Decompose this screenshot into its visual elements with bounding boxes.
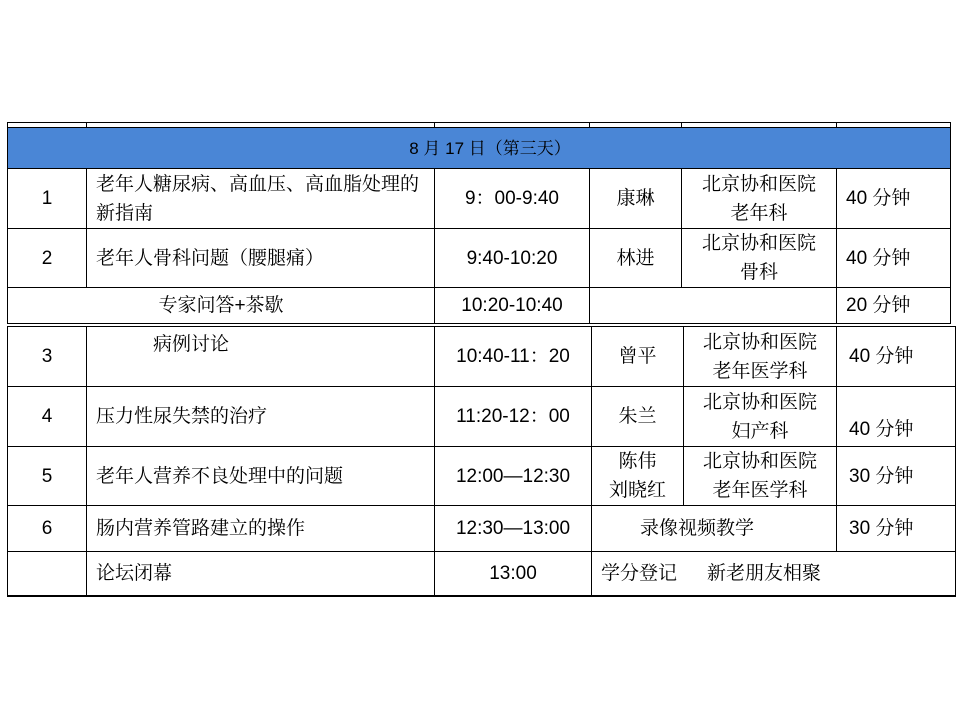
session-speakers [592,447,684,506]
speaker-name: 陈伟 [618,451,657,472]
table-row [8,169,951,229]
session-time: 11:20-12：00 [435,387,592,447]
session-time: 10:40-11：20 [435,327,592,387]
session-speaker: 林进 [590,229,682,288]
affiliation-department: 老年医学科 [712,360,808,382]
affiliation-department: 骨科 [739,262,778,283]
session-topic [87,169,435,229]
session-number: 3 [8,327,87,387]
session-topic: 老年人骨科问题（腰腿痛） [87,229,435,288]
session-duration: 40 分钟 [837,327,956,387]
day-header-title: 8 月 17 日（第三天） [409,138,571,158]
table-row [8,327,956,387]
session-affiliation [684,327,837,387]
session-duration: 40 分钟 [837,169,951,229]
credit-registration-note: 学分登记 [601,562,678,584]
affiliation-department: 老年科 [730,202,788,224]
session-number: 6 [8,506,87,552]
topic-line: 新指南 [96,202,154,224]
session-speaker: 朱兰 [592,387,684,447]
table-row [8,447,956,506]
session-duration: 40 分钟 [837,229,951,288]
table-row [8,506,956,552]
topic-line: 老年人糖尿病、高血压、高血脂处理的 [96,173,420,195]
affiliation-hospital: 北京协和医院 [701,173,816,195]
session-duration: 30 分钟 [837,506,956,552]
day-header-cell [8,128,951,169]
session-topic: 肠内营养管路建立的操作 [87,506,435,552]
session-format: 录像视频教学 [592,506,837,552]
closing-title: 论坛闭幕 [87,552,435,596]
session-affiliation [682,229,837,288]
session-time: 9:40-10:20 [435,229,590,288]
session-topic: 压力性尿失禁的治疗 [87,387,435,447]
session-affiliation [684,387,837,447]
table-row [8,387,956,447]
break-duration: 20 分钟 [837,288,951,324]
break-time: 10:20-10:40 [435,288,590,324]
session-number: 2 [8,229,87,288]
schedule-table-part2 [7,326,956,597]
affiliation-hospital: 北京协和医院 [702,391,817,413]
session-duration: 30 分钟 [837,447,956,506]
closing-notes [592,552,956,596]
affiliation-hospital: 北京协和医院 [702,331,817,353]
table-row [8,229,951,288]
schedule-table-part1 [7,122,951,324]
session-speaker: 曾平 [592,327,684,387]
closing-time: 13:00 [435,552,592,596]
session-affiliation [684,447,837,506]
affiliation-hospital: 北京协和医院 [702,451,817,472]
session-duration: 40 分钟 [837,387,956,447]
affiliation-department: 妇产科 [731,420,789,442]
reunion-note: 新老朋友相聚 [707,562,822,584]
session-number: 1 [8,169,87,229]
day-header-row [8,128,951,169]
session-speaker: 康琳 [590,169,682,229]
break-title: 专家问答+茶歇 [8,288,435,324]
session-affiliation [682,169,837,229]
session-time: 12:00—12:30 [435,447,592,506]
affiliation-hospital: 北京协和医院 [701,233,816,254]
closing-row [8,552,956,596]
session-time: 12:30—13:00 [435,506,592,552]
affiliation-department: 老年医学科 [712,480,808,501]
speaker-name: 刘晓红 [608,480,666,501]
session-time: 9：00-9:40 [435,169,590,229]
closing-empty-cell [8,552,87,596]
session-topic: 病例讨论 [87,327,435,387]
break-empty-cell [590,288,837,324]
session-topic: 老年人营养不良处理中的问题 [87,447,435,506]
break-row [8,288,951,324]
session-number: 4 [8,387,87,447]
session-number: 5 [8,447,87,506]
